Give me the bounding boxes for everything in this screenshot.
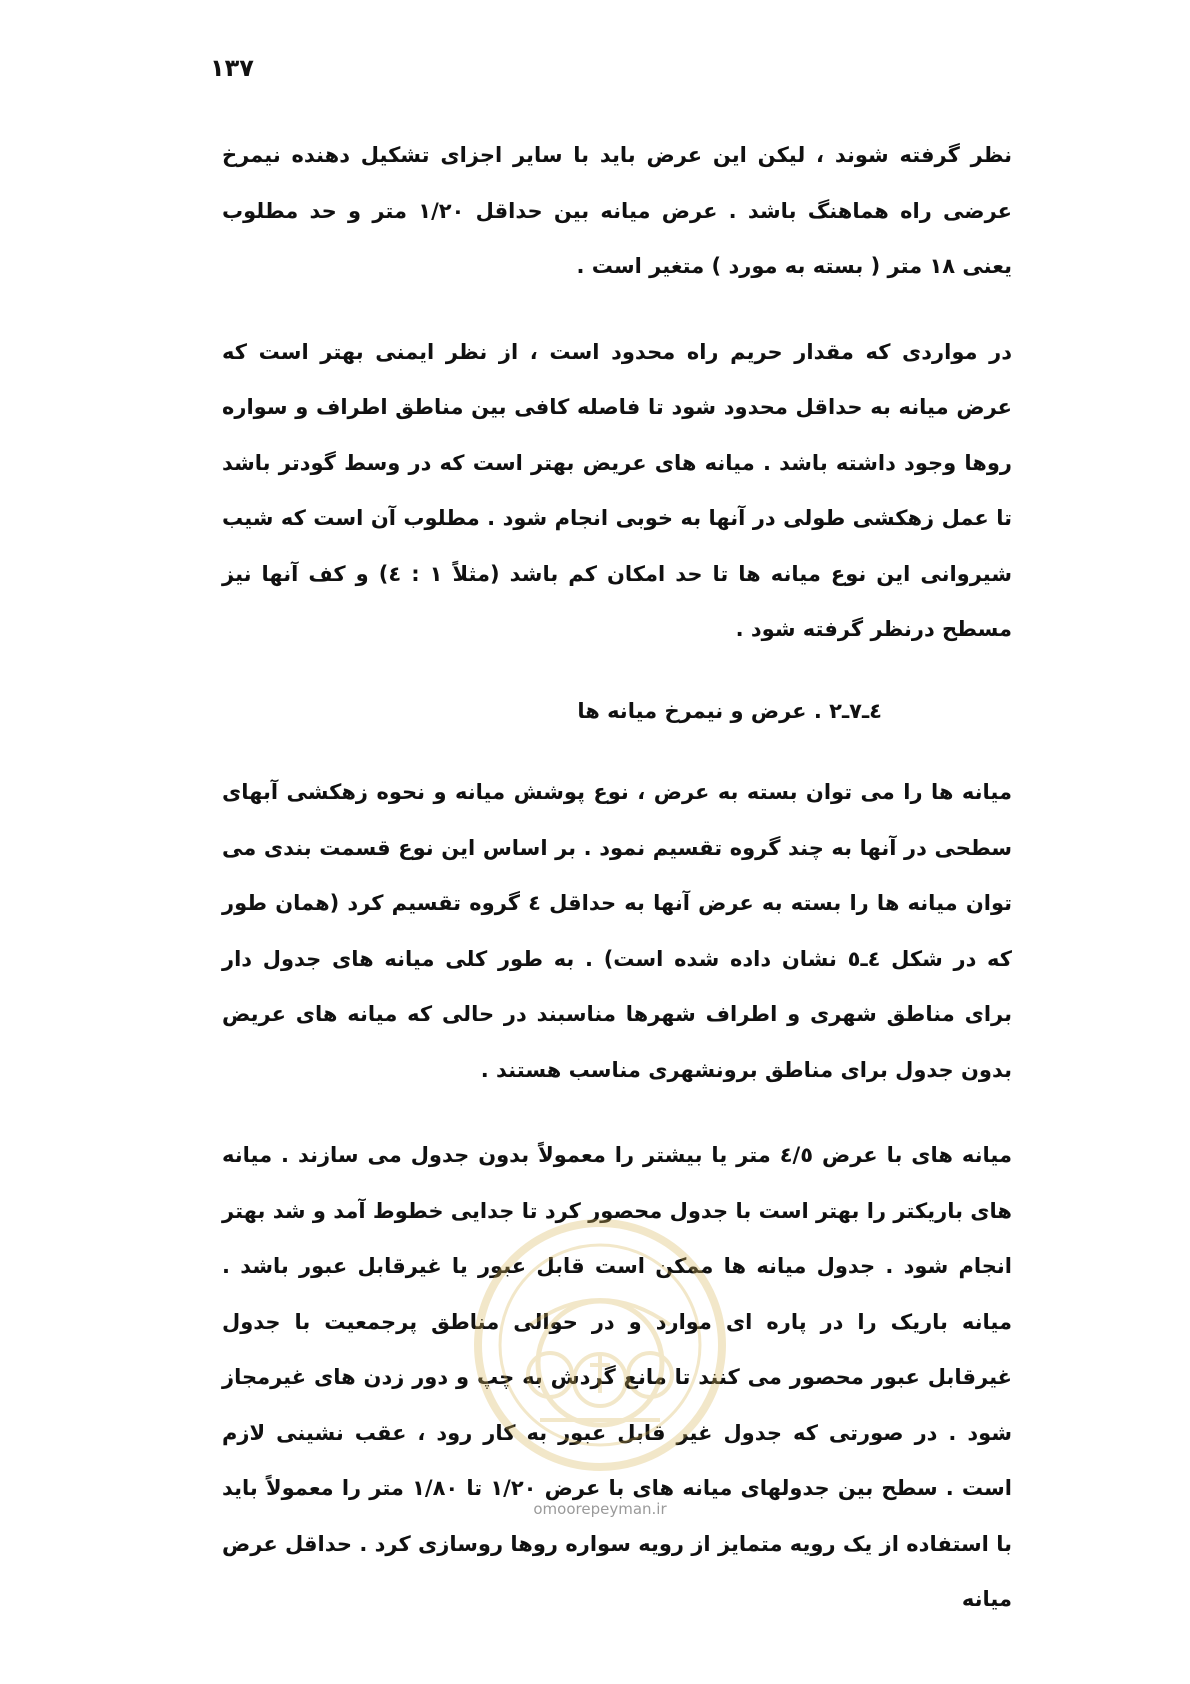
watermark-url: omoorepeyman.ir	[533, 1500, 667, 1518]
paragraph-median-width-limits: نظر گرفته شوند ، لیکن این عرض باید با سایر اجزای تشکیل دهنده نیمرخ عرضی راه هماهنگ باشد . عرض میانه بین حداقل ۱/۲۰ متر و حد مطلوب یعنی ۱۸ متر ( بسته به مورد ) متغیر است .	[222, 143, 1012, 278]
paragraph-curbed-medians: میانه های با عرض ٤/٥ متر یا بیشتر را معمولاً بدون جدول می سازند . میانه های باریکتر را بهتر است با جدول محصور کرد تا جدایی خطوط آمد و شد بهتر انجام شود . جدول میانه ها ممکن است قابل عبور یا غیرقابل عبور باشد . میانه باریک را در پاره ای موارد و در حوالی مناطق پرجمعیت با جدول غیرقابل عبور محصور می کنند تا مانع گردش به چپ و دور زدن های غیرمجاز شود . در صورتی که جدول غیر قابل عبور به کار رود ، عقب نشینی لازم است . سطح بین جدولهای میانه های با عرض ۱/۲۰ تا ۱/۸۰ متر را معمولاً باید با استفاده از یک رویه متمایز از رویه سواره روها روسازی کرد . حداقل عرض میانه	[222, 1143, 1012, 1611]
paragraph-spacer	[222, 658, 1012, 684]
page-body	[222, 128, 1012, 1628]
paragraph-restricted-right-of-way: در مواردی که مقدار حریم راه محدود است ، از نظر ایمنی بهتر است که عرض میانه به حداقل محدود شود تا فاصله کافی بین مناطق اطراف و سواره روها وجود داشته باشد . میانه های عریض بهتر است که در وسط گودتر باشد تا عمل زهکشی طولی در آنها به خوبی انجام شود . مطلوب آن است که شیب شیروانی این نوع میانه ها تا حد امکان کم باشد (مثلاً ۱ : ٤) و کف آنها نیز مسطح درنظر گرفته شود .	[222, 339, 1012, 641]
paragraph-spacer	[222, 295, 1012, 325]
paragraph-spacer	[222, 739, 1012, 765]
paragraph-median-classification: میانه ها را می توان بسته به عرض ، نوع پوشش میانه و نحوه زهکشی آبهای سطحی در آنها به چند گروه تقسیم نمود . بر اساس این نوع قسمت بندی می توان میانه ها را بسته به عرض آنها به حداقل ٤ گروه تقسیم کرد (همان طور که در شکل ٤ـ٥ نشان داده شده است) . به طور کلی میانه های جدول دار برای مناطق شهری و اطراف شهرها مناسبند در حالی که میانه های عریض بدون جدول برای مناطق برونشهری مناسب هستند .	[222, 780, 1012, 1082]
paragraph-spacer	[222, 1098, 1012, 1128]
page-number: ۱۳۷	[210, 54, 254, 82]
section-heading: ٤ـ٧ـ٢ . عرض و نیمرخ میانه ها	[577, 698, 882, 723]
